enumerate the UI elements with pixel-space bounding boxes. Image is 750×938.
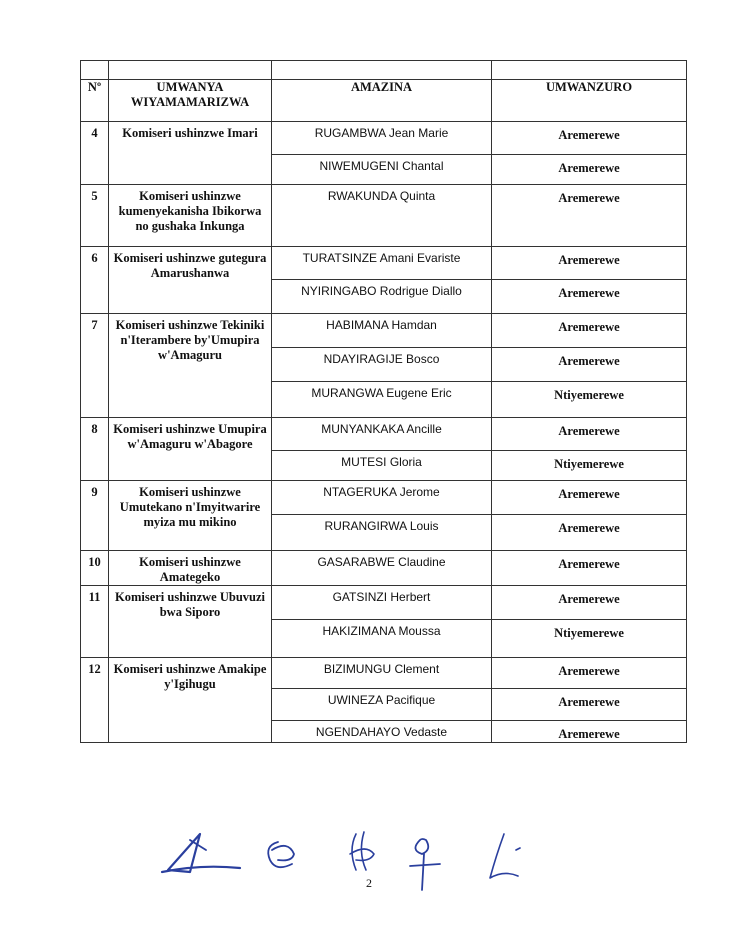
candidate-decision: Aremerewe [492, 515, 687, 551]
row-number: 12 [81, 658, 109, 743]
candidate-name: NYIRINGABO Rodrigue Diallo [272, 280, 492, 314]
candidate-name: RWAKUNDA Quinta [272, 185, 492, 247]
row-number: 6 [81, 247, 109, 314]
table-row [81, 551, 687, 586]
table-header-row [81, 80, 687, 122]
table-row [81, 122, 687, 155]
page-number: 2 [366, 876, 372, 890]
candidate-decision: Ntiyemerewe [492, 382, 687, 418]
candidate-decision: Aremerewe [492, 551, 687, 586]
candidate-name: MUNYANKAKA Ancille [272, 418, 492, 451]
candidate-name: NDAYIRAGIJE Bosco [272, 348, 492, 382]
row-position: Komiseri ushinzwe Imari [109, 122, 272, 185]
row-position: Komiseri ushinzwe Umutekano n'Imyitwarire myiza mu mikino [109, 481, 272, 551]
candidate-decision: Aremerewe [492, 658, 687, 689]
table-row [81, 481, 687, 515]
candidate-decision: Ntiyemerewe [492, 451, 687, 481]
row-position: Komiseri ushinzwe Amategeko [109, 551, 272, 586]
candidate-decision: Aremerewe [492, 586, 687, 620]
table-spacer-row [81, 61, 687, 80]
header-decision: UMWANZURO [492, 80, 687, 122]
spacer-cell [272, 61, 492, 80]
table-row [81, 314, 687, 348]
signature-mark [162, 834, 240, 872]
candidate-name: UWINEZA Pacifique [272, 689, 492, 721]
candidate-decision: Aremerewe [492, 185, 687, 247]
row-number: 11 [81, 586, 109, 658]
candidate-name: TURATSINZE Amani Evariste [272, 247, 492, 280]
candidate-name: GASARABWE Claudine [272, 551, 492, 586]
candidate-decision: Aremerewe [492, 481, 687, 515]
candidate-name: RURANGIRWA Louis [272, 515, 492, 551]
row-number: 8 [81, 418, 109, 481]
row-number: 5 [81, 185, 109, 247]
candidate-decision: Ntiyemerewe [492, 620, 687, 658]
candidate-decision: Aremerewe [492, 280, 687, 314]
candidate-decision: Aremerewe [492, 122, 687, 155]
candidate-name: HAKIZIMANA Moussa [272, 620, 492, 658]
candidate-name: GATSINZI Herbert [272, 586, 492, 620]
row-position: Komiseri ushinzwe Amakipe y'Igihugu [109, 658, 272, 743]
candidate-decision: Aremerewe [492, 348, 687, 382]
table-row [81, 247, 687, 280]
spacer-cell [81, 61, 109, 80]
candidate-decision: Aremerewe [492, 418, 687, 451]
table-body [81, 61, 687, 743]
header-position: UMWANYA WIYAMAMARIZWA [109, 80, 272, 122]
candidate-name: RUGAMBWA Jean Marie [272, 122, 492, 155]
signatures [160, 820, 540, 910]
row-position: Komiseri ushinzwe Umupira w'Amaguru w'Abagore [109, 418, 272, 481]
row-position: Komiseri ushinzwe gutegura Amarushanwa [109, 247, 272, 314]
table-row [81, 586, 687, 620]
row-number: 10 [81, 551, 109, 586]
candidate-decision: Aremerewe [492, 247, 687, 280]
candidate-decision: Aremerewe [492, 721, 687, 743]
signature-mark [268, 842, 294, 867]
header-names: AMAZINA [272, 80, 492, 122]
candidates-table [80, 60, 687, 743]
row-number: 4 [81, 122, 109, 185]
candidate-name: MUTESI Gloria [272, 451, 492, 481]
signature-mark [350, 832, 374, 870]
candidate-name: NIWEMUGENI Chantal [272, 155, 492, 185]
signature-mark [410, 839, 440, 890]
row-position: Komiseri ushinzwe kumenyekanisha Ibikorwa no gushaka Inkunga [109, 185, 272, 247]
table-row [81, 658, 687, 689]
candidate-name: NGENDAHAYO Vedaste [272, 721, 492, 743]
spacer-cell [109, 61, 272, 80]
candidate-name: BIZIMUNGU Clement [272, 658, 492, 689]
signature-mark [490, 834, 520, 878]
row-number: 9 [81, 481, 109, 551]
candidate-decision: Aremerewe [492, 155, 687, 185]
table-row [81, 185, 687, 247]
candidate-name: NTAGERUKA Jerome [272, 481, 492, 515]
row-position: Komiseri ushinzwe Ubuvuzi bwa Siporo [109, 586, 272, 658]
candidate-decision: Aremerewe [492, 314, 687, 348]
candidate-name: HABIMANA Hamdan [272, 314, 492, 348]
candidate-decision: Aremerewe [492, 689, 687, 721]
table-row [81, 418, 687, 451]
row-number: 7 [81, 314, 109, 418]
header-number: Nº [81, 80, 109, 122]
spacer-cell [492, 61, 687, 80]
row-position: Komiseri ushinzwe Tekiniki n'Iterambere by'Umupira w'Amaguru [109, 314, 272, 418]
candidate-name: MURANGWA Eugene Eric [272, 382, 492, 418]
